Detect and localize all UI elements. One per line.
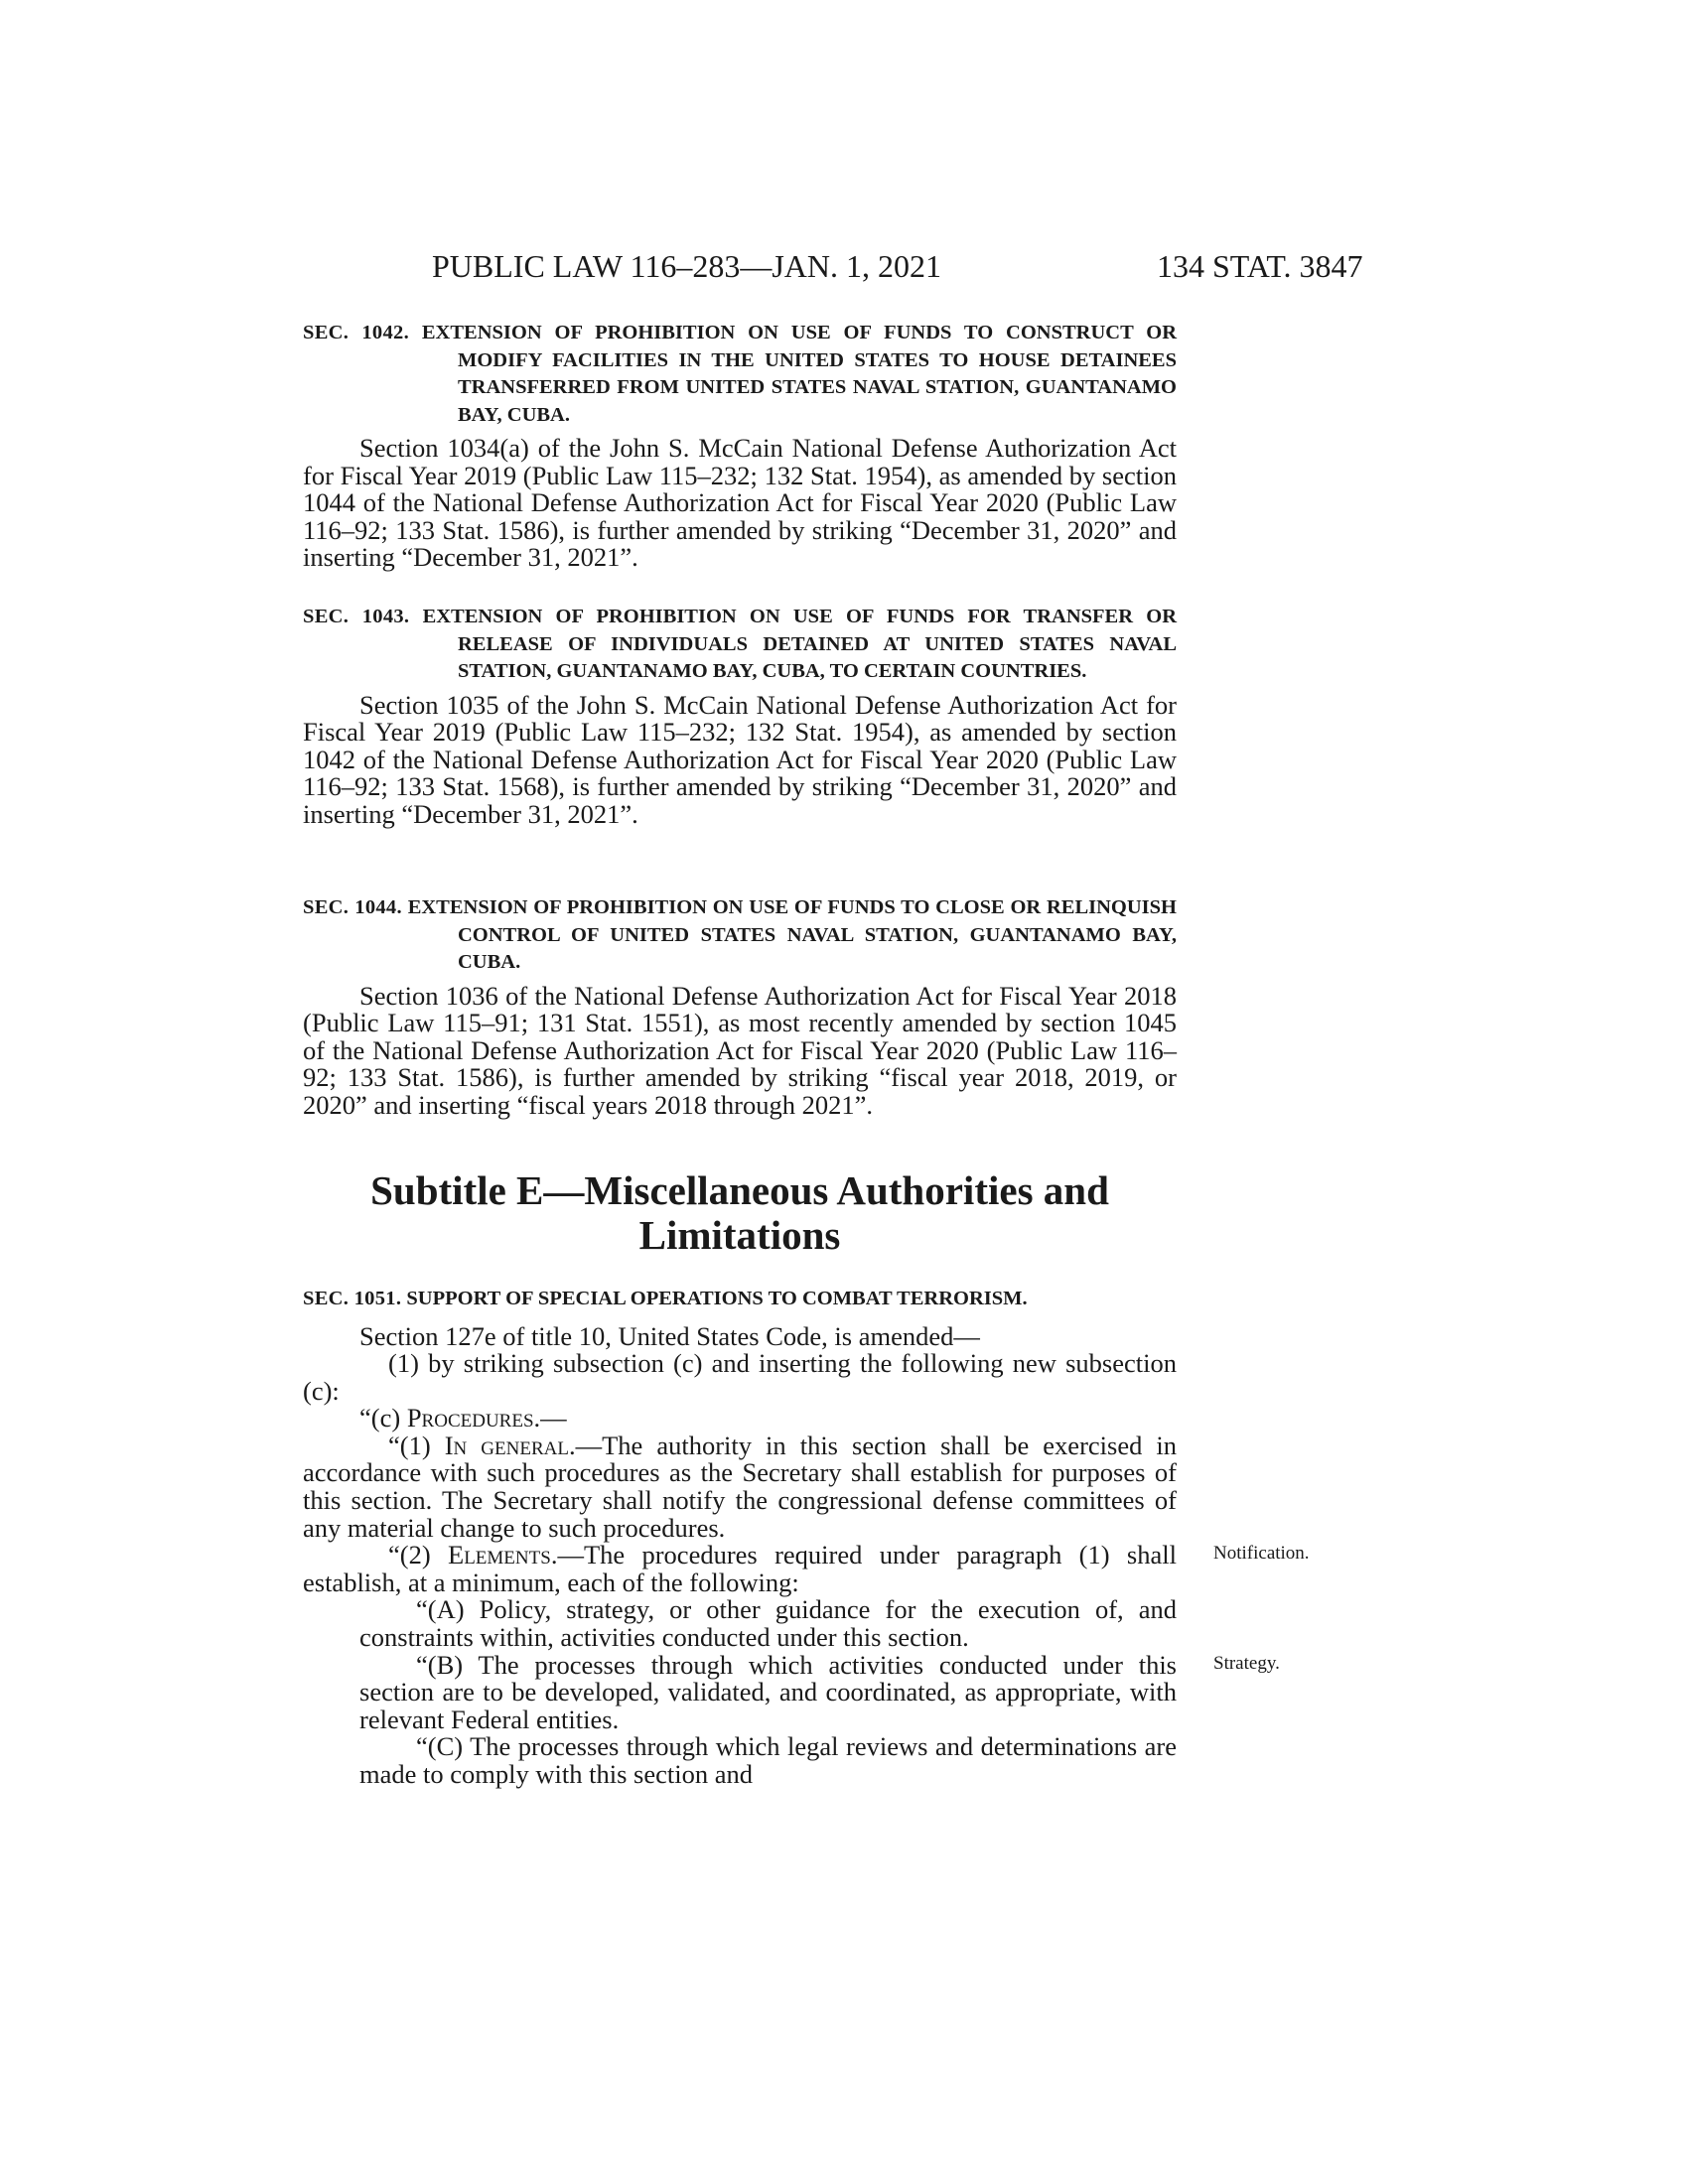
paragraph-2: “(2) Elements.—The procedures required under paragraph (1) shall establish, at a minimum, each of the following: (303, 1540, 1177, 1597)
subparagraph-c: “(C) The processes through which legal reviews and determinations are made to comply with this section and (359, 1731, 1177, 1789)
running-header-title: PUBLIC LAW 116–283—JAN. 1, 2021 (432, 248, 941, 284)
section-title: SUPPORT OF SPECIAL OPERATIONS TO COMBAT TERRORISM. (406, 1288, 1028, 1309)
section-heading (303, 1286, 1177, 1313)
paragraph-1: “(1) In general.—The authority in this section shall be exercised in accordance with such procedures as the Secretary shall establish for purposes of this section. The Secretary shall notify the congressional defense committees of any material change to such procedures. (303, 1430, 1178, 1543)
section-intro: Section 127e of title 10, United States Code, is amended— (359, 1320, 980, 1351)
margin-note-strategy: Strategy. (1213, 1653, 1280, 1674)
section-1042 (303, 320, 1177, 572)
margin-note-notification: Notification. (1213, 1543, 1310, 1564)
section-1043 (303, 604, 1177, 828)
section-heading (303, 320, 1177, 429)
section-body: Section 1036 of the National Defense Authorization Act for Fiscal Year 2018 (Public Law 115–91; 131 Stat. 1551), as most recently amended by section 1045 of the National Defense Authorization Act for Fiscal Year 2020 (Public Law 116–92; 133 Stat. 1586), is further amended by striking “fiscal year 2018, 2019, or 2020” and inserting “fiscal years 2018 through 2021”. (303, 980, 1177, 1120)
section-number: SEC. 1044. (303, 896, 402, 918)
subparagraph-b: “(B) The processes through which activities conducted under this section are to be developed, validated, and coordinated, as appropriate, with relevant Federal entities. (359, 1649, 1177, 1734)
section-title: EXTENSION OF PROHIBITION ON USE OF FUNDS TO CONSTRUCT OR MODIFY FACILITIES IN THE UNITED STATES TO HOUSE DETAINEES TRANSFERRED FROM UNITED STATES NAVAL STATION, GUANTANAMO BAY, CUBA. (421, 322, 1178, 426)
subsection-c-heading: “(c) Procedures.— (359, 1403, 567, 1433)
section-heading (303, 604, 1177, 686)
amendment-item-1: (1) by striking subsection (c) and inserting the following new subsection (c): (303, 1348, 1177, 1406)
section-heading (303, 894, 1177, 977)
section-1051 (303, 1286, 1177, 1789)
subtitle-line-2: Limitations (638, 1212, 841, 1258)
section-number: SEC. 1051. (303, 1288, 402, 1309)
section-number: SEC. 1043. (303, 606, 410, 627)
section-body: Section 1034(a) of the John S. McCain National Defense Authorization Act for Fiscal Year 2019 (Public Law 115–232; 132 Stat. 1954), as amended by section 1044 of the National Defense Authorization Act for Fiscal Year 2020 (Public Law 116–92; 133 Stat. 1586), is further amended by striking “December 31, 2020” and inserting “December 31, 2021”. (303, 433, 1177, 573)
section-1044 (303, 894, 1177, 1119)
subparagraph-a: “(A) Policy, strategy, or other guidance for the execution of, and constraints within, activities conducted under this section. (359, 1594, 1177, 1653)
section-title: EXTENSION OF PROHIBITION ON USE OF FUNDS FOR TRANSFER OR RELEASE OF INDIVIDUALS DETAINED AT UNITED STATES NAVAL STATION, GUANTANAMO BAY, CUBA, TO CERTAIN COUNTRIES. (422, 606, 1177, 682)
section-title: EXTENSION OF PROHIBITION ON USE OF FUNDS TO CLOSE OR RELINQUISH CONTROL OF UNITED STATES NAVAL STATION, GUANTANAMO BAY, CUBA. (407, 896, 1177, 973)
subtitle-heading (303, 1168, 1177, 1258)
running-header-page: 134 STAT. 3847 (1157, 248, 1363, 284)
section-number: SEC. 1042. (303, 322, 409, 343)
section-body: Section 1035 of the John S. McCain National Defense Authorization Act for Fiscal Year 2019 (Public Law 115–232; 132 Stat. 1954), as amended by section 1042 of the National Defense Authorization Act for Fiscal Year 2020 (Public Law 116–92; 133 Stat. 1568), is further amended by striking “December 31, 2020” and inserting “December 31, 2021”. (303, 689, 1177, 829)
subtitle-line-1: Subtitle E—Miscellaneous Authorities and (370, 1167, 1109, 1213)
